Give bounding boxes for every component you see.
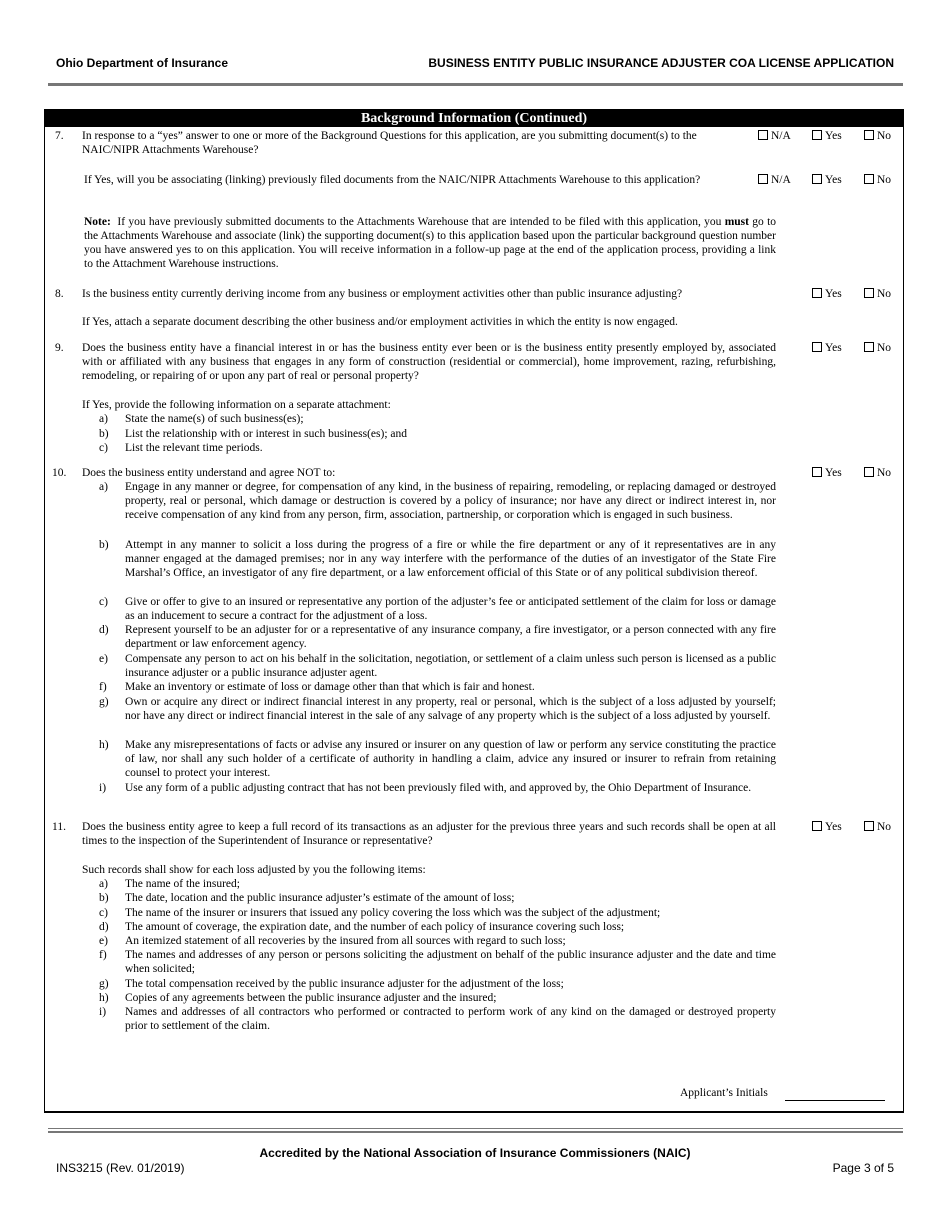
footer-rule [48, 1131, 903, 1133]
q9-no-checkbox[interactable]: No [864, 341, 891, 355]
q9-number: 9. [55, 342, 64, 354]
form-number: INS3215 (Rev. 01/2019) [56, 1161, 185, 1175]
applicant-initials-label: Applicant’s Initials [680, 1087, 768, 1099]
header-rule [48, 83, 903, 86]
q10-text: Does the business entity understand and agree NOT to: [82, 467, 336, 479]
checkbox-icon [864, 288, 874, 298]
section-title: Background Information (Continued) [45, 110, 903, 127]
checkbox-icon [864, 174, 874, 184]
form-title: BUSINESS ENTITY PUBLIC INSURANCE ADJUSTER COA LICENSE APPLICATION [428, 56, 894, 70]
checkbox-icon [812, 130, 822, 140]
q10-number: 10. [52, 467, 67, 479]
q7-followup: If Yes, will you be associating (linking) previously filed documents from the NAIC/NIPR Attachments Warehouse to this application? [84, 174, 701, 186]
q10-yes-checkbox[interactable]: Yes [812, 466, 842, 480]
q7-no-checkbox[interactable]: No [864, 129, 891, 143]
page-number: Page 3 of 5 [832, 1161, 894, 1175]
q7-note: Note: If you have previously submitted documents to the Attachments Warehouse that are intended to be filed with this application, you must go to the Attachments Warehouse and associate (link) the supporting document(s) to this application based upon the particular background question number you have answered yes to on this application. You will receive information in a follow-up page at the end of the application process, providing a link to the Attachment Warehouse instructions. [84, 216, 777, 270]
q7-na-checkbox[interactable]: N/A [758, 129, 791, 143]
q8-number: 8. [55, 288, 64, 300]
q7b-yes-checkbox[interactable]: Yes [812, 173, 842, 187]
q7b-na-checkbox[interactable]: N/A [758, 173, 791, 187]
q11-no-checkbox[interactable]: No [864, 820, 891, 834]
footer-rule [48, 1128, 903, 1129]
checkbox-icon [812, 288, 822, 298]
checkbox-icon [758, 174, 768, 184]
checkbox-icon [812, 174, 822, 184]
accreditation-text: Accredited by the National Association of Insurance Commissioners (NAIC) [259, 1146, 691, 1160]
q7-yes-checkbox[interactable]: Yes [812, 129, 842, 143]
checkbox-icon [864, 467, 874, 477]
q10-no-checkbox[interactable]: No [864, 466, 891, 480]
q9-yes-checkbox[interactable]: Yes [812, 341, 842, 355]
q7-number: 7. [55, 130, 64, 142]
q8-no-checkbox[interactable]: No [864, 287, 891, 301]
q11-number: 11. [52, 821, 66, 833]
checkbox-icon [812, 342, 822, 352]
q11-followup: Such records shall show for each loss adjusted by you the following items: [82, 864, 426, 876]
q8-yes-checkbox[interactable]: Yes [812, 287, 842, 301]
q7-text: In response to a “yes” answer to one or more of the Background Questions for this application, are you submitting document(s) to the NAIC/NIPR Attachments Warehouse? [82, 130, 697, 156]
checkbox-icon [812, 467, 822, 477]
q11-text: Does the business entity agree to keep a full record of its transactions as an adjuster for the previous three years and such records shall be open at all times to the inspection of the Superintendent of Insurance or representative? [82, 821, 776, 847]
q7b-no-checkbox[interactable]: No [864, 173, 891, 187]
q8-followup: If Yes, attach a separate document describing the other business and/or employment activities in which the entity is now engaged. [82, 316, 678, 328]
q9-text: Does the business entity have a financial interest in or has the business entity ever been or is the business entity presently employed by, associated with or affiliated with any business that engages in any form of construction (residential or commercial), home improvement, razing, refurbishing, remodeling, or repairing of or upon any part of real or personal property? [82, 342, 776, 382]
checkbox-icon [758, 130, 768, 140]
department-name: Ohio Department of Insurance [56, 56, 229, 70]
applicant-initials-field[interactable] [785, 1100, 885, 1101]
checkbox-icon [864, 130, 874, 140]
q9-followup: If Yes, provide the following information on a separate attachment: [82, 399, 391, 411]
q11-yes-checkbox[interactable]: Yes [812, 820, 842, 834]
checkbox-icon [864, 342, 874, 352]
q8-text: Is the business entity currently deriving income from any business or employment activities other than public insurance adjusting? [82, 288, 683, 300]
checkbox-icon [812, 821, 822, 831]
checkbox-icon [864, 821, 874, 831]
